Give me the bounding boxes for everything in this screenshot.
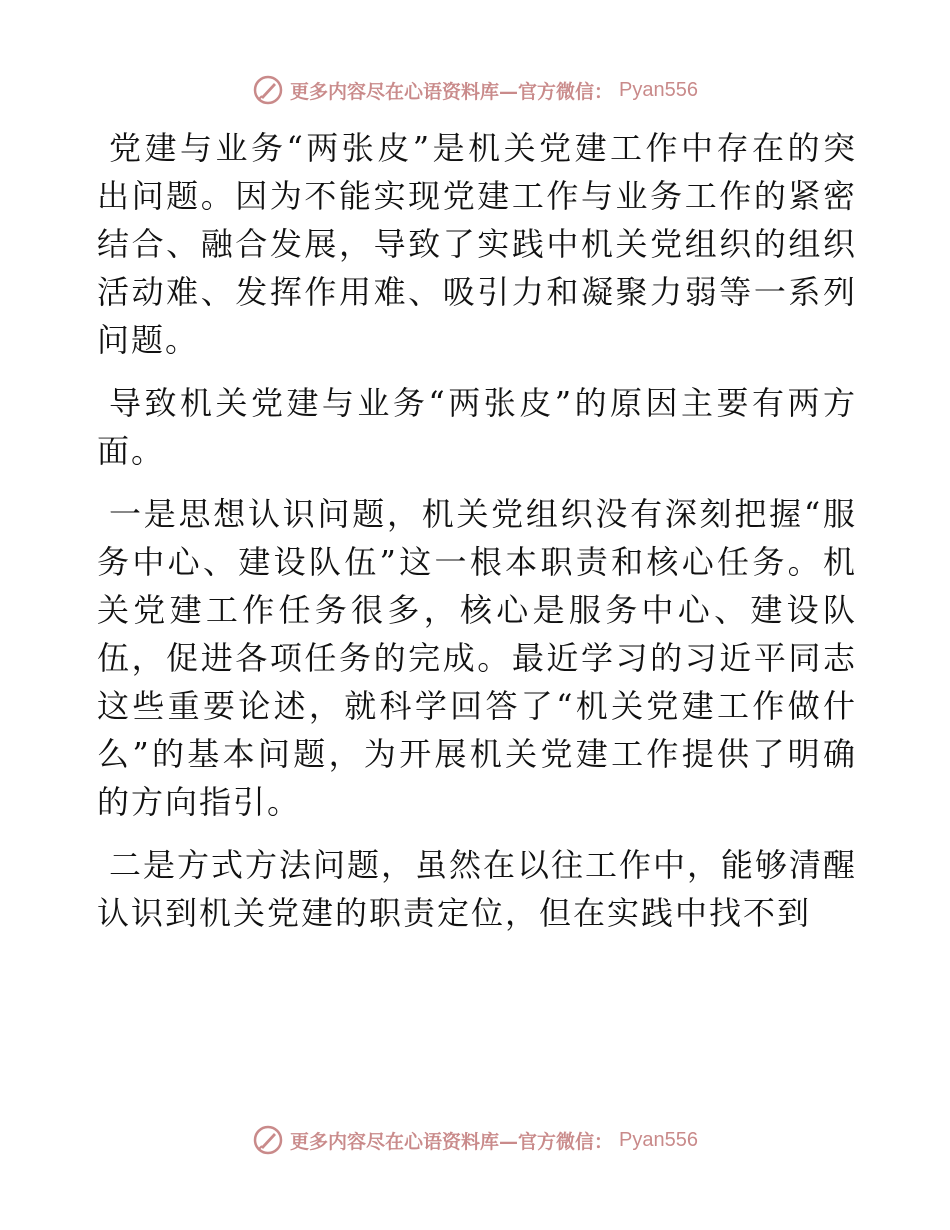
quill-logo-icon bbox=[252, 74, 284, 106]
watermark-text: 更多内容尽在心语资料库—官方微信： bbox=[290, 1130, 614, 1153]
quill-logo-icon bbox=[252, 1124, 284, 1156]
header-watermark bbox=[0, 70, 950, 110]
paragraph-4: 二是方式方法问题，虽然在以往工作中，能够清醒认识到机关党建的职责定位，但在实践中找不到 bbox=[97, 846, 858, 932]
paragraph-1: 党建与业务“两张皮”是机关党建工作中存在的突出问题。因为不能实现党建工作与业务工作的紧密结合、融合发展，导致了实践中机关党组织的组织活动难、发挥作用难、吸引力和凝聚力弱等一系列问题。 bbox=[97, 129, 857, 359]
document-body bbox=[97, 124, 857, 952]
paragraph-3: 一是思想认识问题，机关党组织没有深刻把握“服务中心、建设队伍”这一根本职责和核心任务。机关党建工作任务很多，核心是服务中心、建设队伍，促进各项任务的完成。最近学习的习近平同志这些重要论述，就科学回答了“机关党建工作做什么”的基本问题，为开展机关党建工作提供了明确的方向指引。 bbox=[97, 495, 857, 821]
watermark-id: Pyan556 bbox=[619, 1128, 698, 1151]
footer-watermark bbox=[0, 1120, 950, 1160]
watermark-text: 更多内容尽在心语资料库—官方微信： bbox=[290, 80, 614, 103]
watermark-id: Pyan556 bbox=[619, 78, 698, 101]
paragraph-2: 导致机关党建与业务“两张皮”的原因主要有两方面。 bbox=[97, 384, 857, 470]
